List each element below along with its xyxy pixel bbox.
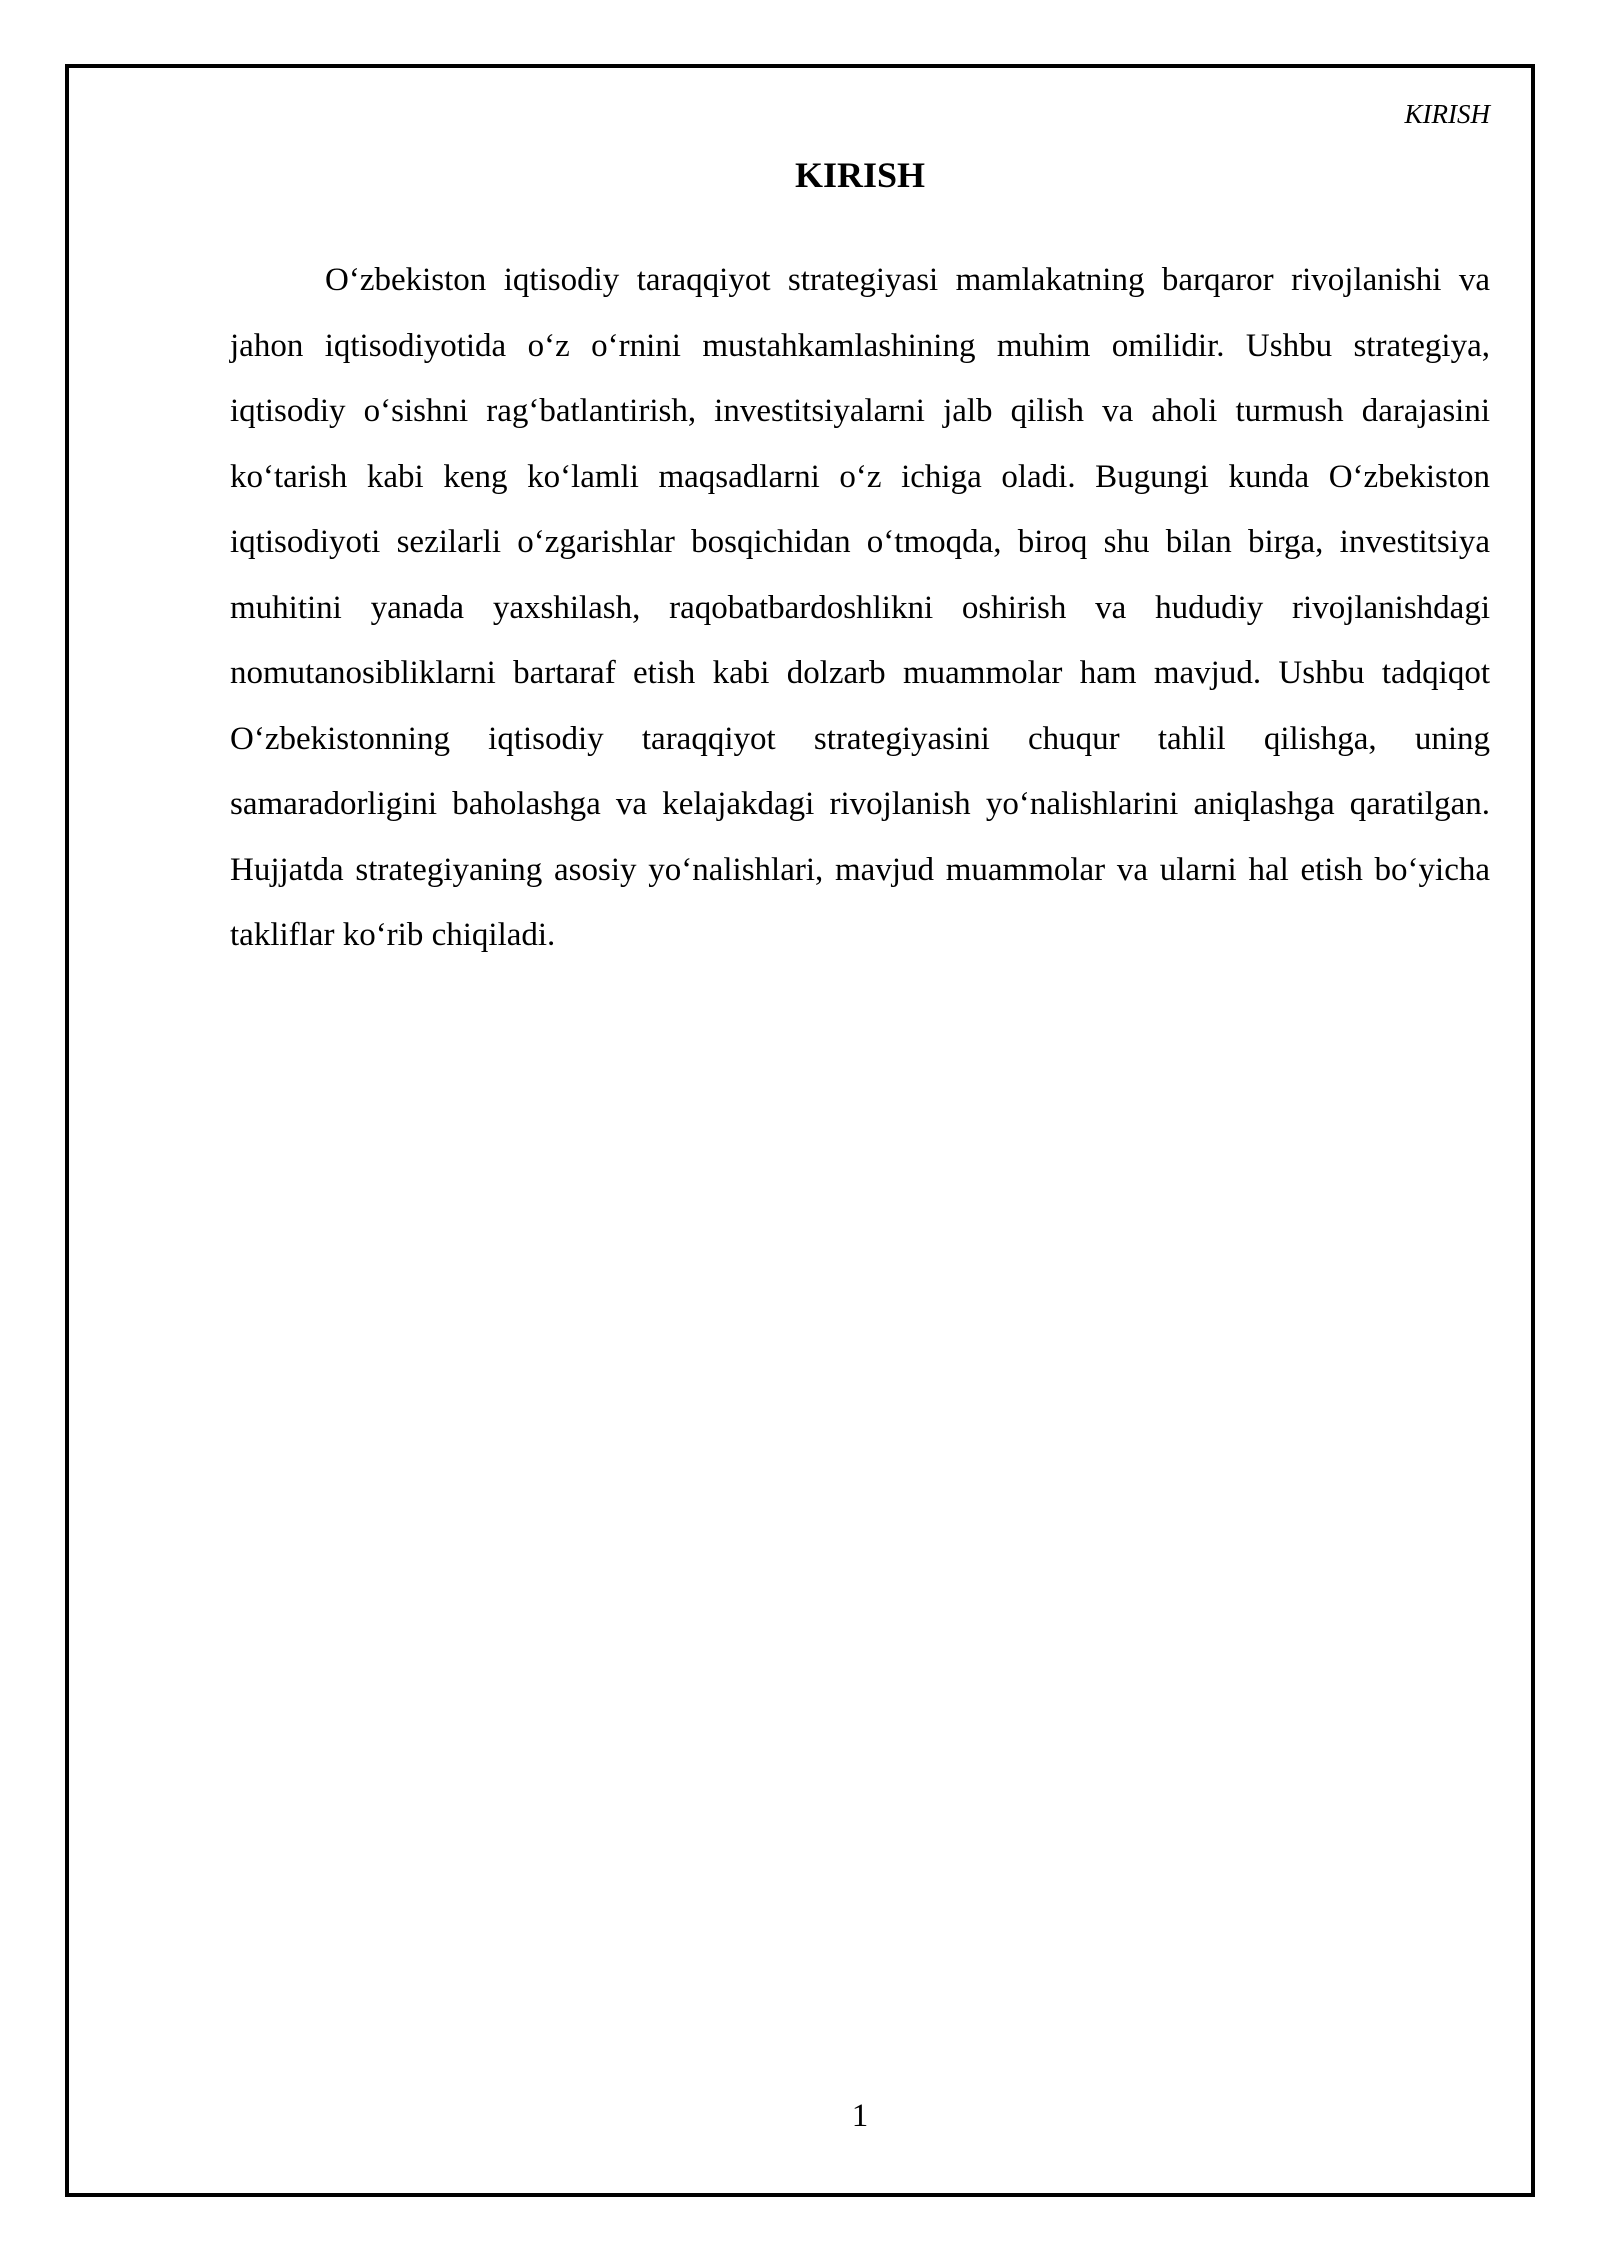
running-header: KIRISH: [1404, 99, 1490, 129]
page-number: 1: [851, 2098, 869, 2134]
intro-paragraph: O‘zbekiston iqtisodiy taraqqiyot strategiyasi mamlakatning barqaror rivojlanishi va jahon iqtisodiyotida o‘z o‘rnini mustahkamlashining muhim omilidir. Ushbu strategiya, iqtisodiy o‘sishni rag‘batlantirish, investitsiyalarni jalb qilish va aholi turmush darajasini ko‘tarish kabi keng ko‘lamli maqsadlarni o‘z ichiga oladi. Bugungi kunda O‘zbekiston iqtisodiyoti sezilarli o‘zgarishlar bosqichidan o‘tmoqda, biroq shu bilan birga, investitsiya muhitini yanada yaxshilash, raqobatbardoshlikni oshirish va hududiy rivojlanishdagi nomutanosibliklarni bartaraf etish kabi dolzarb muammolar ham mavjud. Ushbu tadqiqot O‘zbekistonning iqtisodiy taraqqiyot strategiyasini chuqur tahlil qilishga, uning samaradorligini baholashga va kelajakdagi rivojlanish yo‘nalishlarini aniqlashga qaratilgan. Hujjatda strategiyaning asosiy yo‘nalishlari, mavjud muammolar va ularni hal etish bo‘yicha takliflar ko‘rib chiqiladi.: [230, 262, 1490, 953]
section-heading: KIRISH: [794, 155, 926, 195]
